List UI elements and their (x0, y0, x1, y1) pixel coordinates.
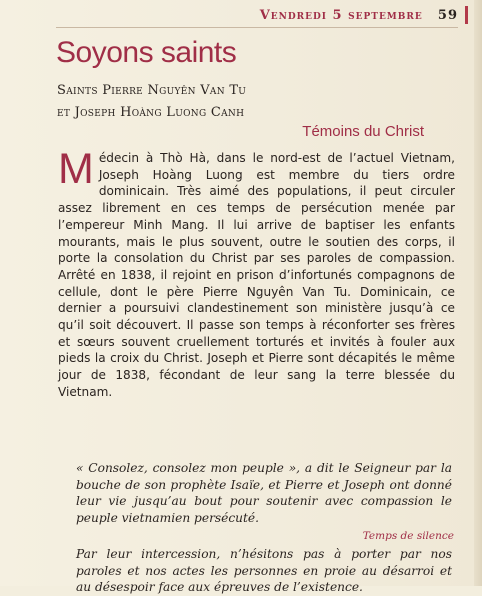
saints-names (57, 80, 437, 124)
saints-line-2: et Joseph Hoàng Luong Canh (57, 105, 245, 120)
prayer-text: Par leur intercession, n’hésitons pas à porter par nos paroles et nos actes les personnes en proie au désarroi et au désespoir face aux épreuves de l’existence. (76, 547, 452, 595)
page-title: Soyons saints (56, 36, 237, 69)
running-head (0, 8, 458, 23)
body-paragraph (58, 145, 455, 401)
bookmark-ribbon (465, 6, 468, 24)
scripture-quote: « Consolez, consolez mon peuple », a dit le Seigneur par la bouche de son prophète Isaïe, et Pierre et Joseph ont donné leur vie jusqu’au bout pour soutenir avec compassion le peuple vietnamien persécuté. (76, 461, 452, 525)
section-subtitle: Témoins du Christ (302, 123, 424, 140)
body-text: édecin à Thò Hà, dans le nord-est de l’actuel Vietnam, Joseph Hoàng Luong est membre du tiers ordre dominicain. Très aimé des populations, il peut circuler assez librement en ces temps de persécution menée par l’empereur Minh Mang. Il lui arrive de baptiser les enfants mourants, mais le plus souvent, outre le soutien des corps, il porte la consolation du Christ par ses paroles de compassion. Arrêté en 1838, il rejoint en prison d’infortunés compagnons de cellule, dont le père Pierre Nguyên Van Tu. Dominicain, ce dernier a poursuivi clandestinement son ministère jusqu’à ce qu’il soit découvert. Il passe son temps à réconforter ses frères et sœurs souvent cruellement torturés et invités à fouler aux pieds la croix du Christ. Joseph et Pierre sont décapités le même jour de 1838, fécondant de leur sang la terre blessée du Vietnam. (58, 151, 455, 399)
drop-cap: M (58, 145, 94, 193)
header-rule (56, 27, 458, 28)
page-number: 59 (437, 8, 458, 23)
page-edge (474, 0, 482, 586)
running-head-date: Vendredi 5 septembre (259, 8, 423, 23)
silence-label: Temps de silence (362, 530, 454, 542)
saints-line-1: Saints Pierre Nguyên Van Tu (57, 83, 247, 98)
